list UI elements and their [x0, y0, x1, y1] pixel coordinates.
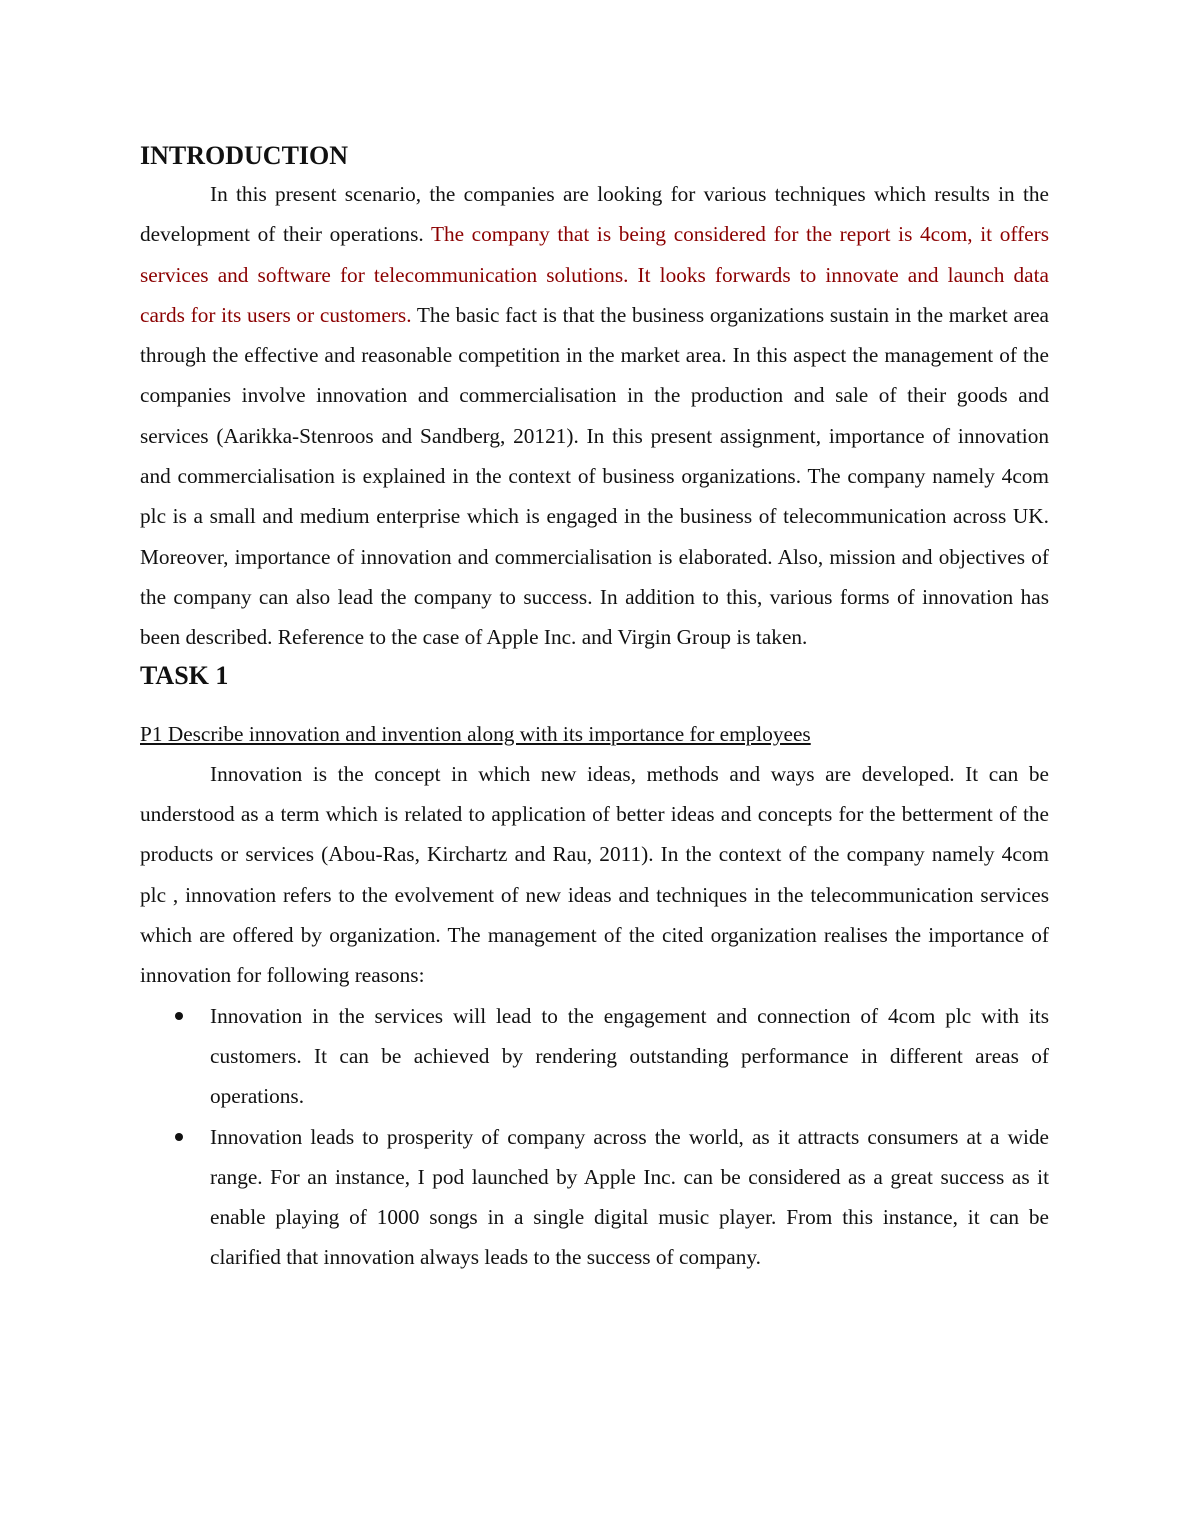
list-item — [140, 996, 1049, 1117]
introduction-heading: INTRODUCTION — [140, 141, 349, 170]
introduction-text-start: In this present scenario, the companies are looking for various techniques which results in the development of their operations. — [140, 182, 1049, 247]
list-item-text: Innovation in the services will lead to the engagement and connection of 4com plc with its customers. It can be achieved by rendering outstanding performance in different areas of operations. — [210, 1003, 1049, 1109]
task1-paragraph: Innovation is the concept in which new ideas, methods and ways are developed. It can be understood as a term which is related to application of better ideas and concepts for the betterment of the products or services (Abou-Ras, Kirchartz and Rau, 2011). In the context of the company namely 4com plc , innovation refers to the evolvement of new ideas and techniques in the telecommunication services which are offered by organization. The management of the cited organization realises the importance of innovation for following reasons: — [140, 761, 1049, 988]
task1-subheading: P1 Describe innovation and invention along with its importance for employees — [140, 721, 811, 746]
task1-bullet-list — [140, 996, 1049, 1278]
introduction-highlighted-text: The company that is being considered for the report is 4com, it offers services and software for telecommunication solutions. It looks forwards to innovate and launch data cards for its users or customers. — [140, 222, 1049, 327]
list-item — [140, 1117, 1049, 1278]
introduction-paragraph — [140, 174, 1049, 658]
introduction-text-end: The basic fact is that the business organizations sustain in the market area through the effective and reasonable competition in the market area. In this aspect the management of the companies involve innovation and commercialisation in the production and sale of their goods and services (Aarikka-Stenroos and Sandberg, 20121). In this present assignment, importance of innovation and commercialisation is explained in the context of business organizations. The company namely 4com plc is a small and medium enterprise which is engaged in the business of telecommunication across UK. Moreover, importance of innovation and commercialisation is elaborated. Also, mission and objectives of the company can also lead the company to success. In addition to this, various forms of innovation has been described. Reference to the case of Apple Inc. and Virgin Group is taken. — [140, 302, 1049, 650]
bullet-icon — [175, 1012, 183, 1020]
document-page — [140, 138, 1049, 1278]
bullet-icon — [175, 1133, 183, 1141]
task1-heading: TASK 1 — [140, 660, 229, 690]
list-item-text: Innovation leads to prosperity of company across the world, as it attracts consumers at a wide range. For an instance, I pod launched by Apple Inc. can be considered as a great success as it enable playing of 1000 songs in a single digital music player. From this instance, it can be clarified that innovation always leads to the success of company. — [210, 1124, 1049, 1270]
